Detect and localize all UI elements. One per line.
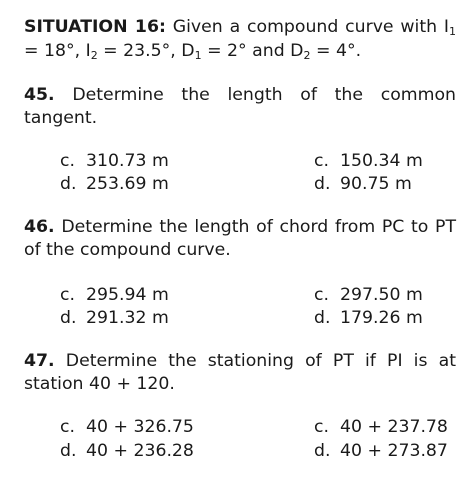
situation-label: SITUATION 16: (24, 17, 166, 37)
question-45 (24, 84, 456, 130)
choice-item (60, 307, 169, 329)
i2-subscript: 2 (90, 49, 98, 62)
question-46 (24, 216, 456, 262)
choice-value: 179.26 m (340, 308, 423, 328)
choice-item (314, 284, 423, 306)
choice-letter: c. (60, 151, 75, 171)
question-47 (24, 350, 456, 396)
choice-item (60, 284, 169, 306)
choice-letter: d. (60, 308, 77, 328)
question-number: 45. (24, 85, 55, 105)
choice-item (314, 440, 448, 462)
d2-subscript: 2 (303, 49, 311, 62)
choice-value: 90.75 m (340, 174, 412, 194)
choice-letter: c. (314, 151, 329, 171)
choice-letter: c. (60, 285, 75, 305)
question-number: 47. (24, 351, 55, 371)
choice-value: 150.34 m (340, 151, 423, 171)
choice-value: 40 + 236.28 (86, 441, 194, 461)
choice-value: 297.50 m (340, 285, 423, 305)
choice-value: 40 + 273.87 (340, 441, 448, 461)
situation-text-3: = 23.5°, D (97, 41, 195, 61)
choice-letter: d. (314, 174, 331, 194)
situation-paragraph (24, 16, 456, 64)
choice-letter: d. (60, 174, 77, 194)
choice-item (314, 307, 423, 329)
question-text: Determine the length of the common tangent. (24, 85, 456, 128)
situation-text-5: = 4°. (310, 41, 362, 61)
choice-letter: c. (60, 417, 75, 437)
choice-item (314, 416, 448, 438)
choice-item (60, 150, 169, 172)
choice-item (60, 173, 169, 195)
choice-letter: d. (314, 308, 331, 328)
situation-text-4: = 2° and D (201, 41, 304, 61)
choice-item (314, 150, 423, 172)
question-text: Determine the stationing of PT if PI is at station 40 + 120. (24, 351, 456, 394)
choice-item (60, 416, 194, 438)
choice-value: 310.73 m (86, 151, 169, 171)
question-text: Determine the length of chord from PC to PT of the compound curve. (24, 217, 456, 260)
choice-value: 295.94 m (86, 285, 169, 305)
choice-letter: d. (60, 441, 77, 461)
choice-value: 253.69 m (86, 174, 169, 194)
choice-value: 40 + 237.78 (340, 417, 448, 437)
choice-letter: d. (314, 441, 331, 461)
choice-letter: c. (314, 417, 329, 437)
choice-item (60, 440, 194, 462)
choice-value: 40 + 326.75 (86, 417, 194, 437)
choice-value: 291.32 m (86, 308, 169, 328)
d1-subscript: 1 (194, 49, 202, 62)
choice-item (314, 173, 412, 195)
situation-text-1: Given a compound curve with I (172, 17, 449, 37)
choice-letter: c. (314, 285, 329, 305)
situation-text-2: = 18°, I (24, 41, 91, 61)
question-number: 46. (24, 217, 55, 237)
i1-subscript: 1 (449, 25, 456, 38)
